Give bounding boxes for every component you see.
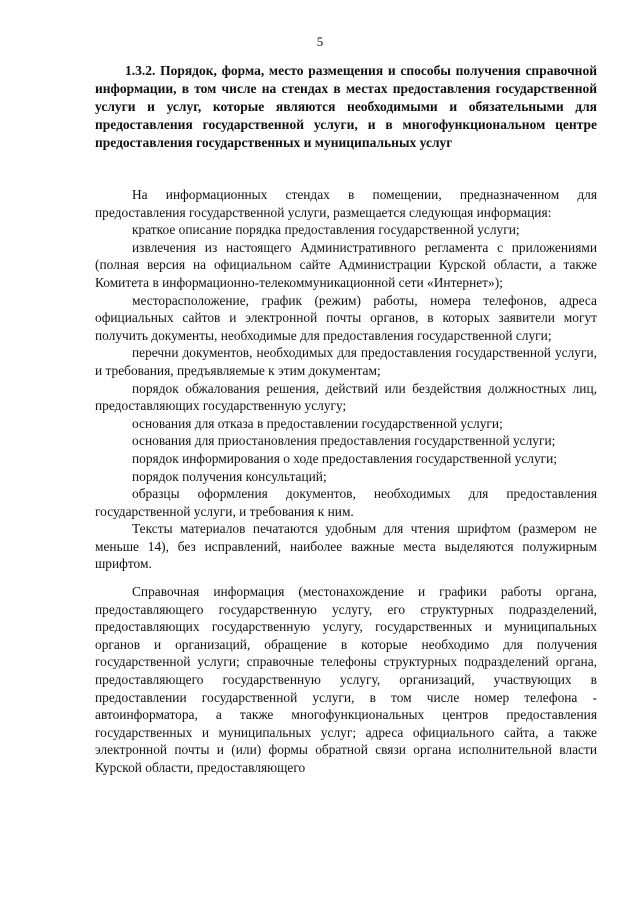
paragraph-location-schedule: месторасположение, график (режим) работы, номера телефонов, адреса официальных сайтов и электронной почты органов, в которых заявители могут получить документы, необходимые для предоставления государственной слуги; xyxy=(95,292,597,343)
paragraph-document-lists: перечни документов, необходимых для предоставления государственной услуги, и требования, предъявляемые к этим документам; xyxy=(95,345,597,378)
paragraph-refusal-grounds: основания для отказа в предоставлении государственной услуги; xyxy=(132,415,503,431)
document-body xyxy=(95,186,597,777)
paragraph-consultations: порядок получения консультаций; xyxy=(132,468,327,484)
paragraph-suspension-grounds: основания для приостановления предоставления государственной услуги; xyxy=(132,433,556,449)
paragraph-progress-informing: порядок информирования о ходе предоставления государственной услуги; xyxy=(132,450,558,466)
page-number: 5 xyxy=(316,34,324,49)
paragraph-document-samples: образцы оформления документов, необходимых для предоставления государственной услуги, и требования к ним. xyxy=(95,486,597,519)
paragraph-font-requirements: Тексты материалов печатаются удобным для чтения шрифтом (размером не меньше 14), без исправлений, наиболее важные места выделяются полужирным шрифтом. xyxy=(95,521,597,572)
paragraph-extracts: извлечения из настоящего Административного регламента с приложениями (полная версия на официальном сайте Администрации Курской области, а также Комитета в информационно-телекоммуникационной сети «Интернет»); xyxy=(95,239,597,290)
paragraph-reference-info: Справочная информация (местонахождение и графики работы органа, предоставляющего государственную услугу, его структурных подразделений, предоставляющих государственную услугу, государственных и муниципальных органов и организаций, обращение в которые необходимо для получения государственной услуги; справочные телефоны структурных подразделений органа, предоставляющего государственную услугу, организаций, участвующих в предоставлении государственной услуги, в том числе номер телефона - автоинформатора, а также многофункциональных центров предоставления государственных и муниципальных услуг; адреса официального сайта, а также электронной почты и (или) формы обратной связи органа исполнительной власти Курской области, предоставляющего xyxy=(95,584,597,775)
paragraph-stands-intro: На информационных стендах в помещении, предназначенном для предоставления государственной услуги, размещается следующая информация: xyxy=(95,187,597,220)
paragraph-appeal-procedure: порядок обжалования решения, действий или бездействия должностных лиц, предоставляющих государственную услугу; xyxy=(95,380,597,414)
section-heading: 1.3.2. Порядок, форма, место размещения и способы получения справочной информации, в том числе на стендах в местах предоставления государственной услуги и услуг, которые являются необходимыми и обязательными для предоставления государственной услуги, и в многофункциональном центре предоставления государственных и муниципальных услуг xyxy=(95,63,597,150)
paragraph-short-description: краткое описание порядка предоставления государственной услуги; xyxy=(132,222,520,238)
